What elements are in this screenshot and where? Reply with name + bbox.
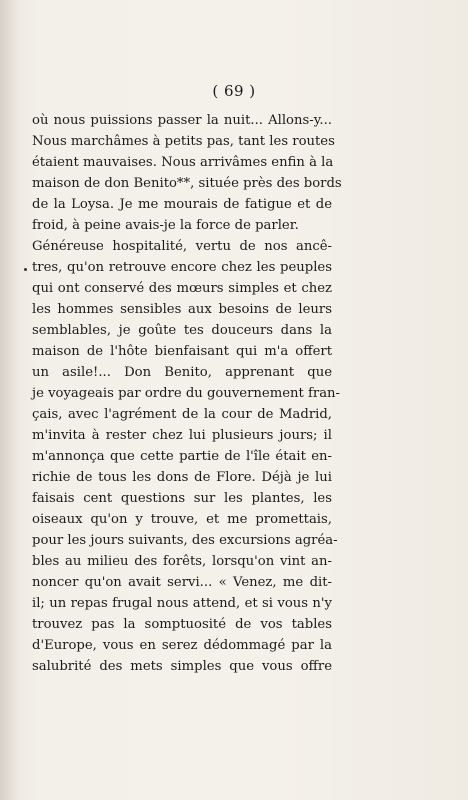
- text-line: pour les jours suivants, des excursions agréa-: [32, 533, 338, 548]
- text-line: oiseaux qu'on y trouve, et me promettais,: [32, 512, 332, 527]
- page-gutter-shadow: [0, 0, 18, 800]
- text-line: çais, avec l'agrément de la cour de Madrid,: [32, 407, 332, 422]
- text-line: maison de don Benito**, située près des bords: [32, 176, 342, 191]
- text-line: froid, à peine avais-je la force de parler.: [32, 218, 299, 233]
- text-line: où nous puissions passer la nuit... Allons-y...: [32, 113, 332, 128]
- page-number: ( 69 ): [212, 82, 256, 100]
- text-line: les hommes sensibles aux besoins de leurs: [32, 302, 332, 317]
- text-line: un asile!... Don Benito, apprenant que: [32, 365, 332, 380]
- text-line: salubrité des mets simples que vous offre: [32, 659, 332, 674]
- text-line: maison de l'hôte bienfaisant qui m'a offert: [32, 344, 332, 359]
- text-line: Nous marchâmes à petits pas, tant les routes: [32, 134, 335, 149]
- body-text: [32, 110, 342, 677]
- text-line: Généreuse hospitalité, vertu de nos ancê-: [32, 239, 332, 254]
- text-line: étaient mauvaises. Nous arrivâmes enfin à la: [32, 155, 334, 170]
- text-line: trouvez pas la somptuosité de vos tables: [32, 617, 332, 632]
- text-line: bles au milieu des forêts, lorsqu'on vint an-: [32, 554, 332, 569]
- text-line: d'Europe, vous en serez dédommagé par la: [32, 638, 332, 653]
- text-line: qui ont conservé des mœurs simples et chez: [32, 281, 332, 296]
- text-line: m'invita à rester chez lui plusieurs jours; il: [32, 428, 332, 443]
- text-line: richie de tous les dons de Flore. Déjà je lui: [32, 470, 332, 485]
- margin-mark: [24, 268, 27, 271]
- text-line: il; un repas frugal nous attend, et si vous n'y: [32, 596, 332, 611]
- text-line: de la Loysa. Je me mourais de fatigue et de: [32, 197, 332, 212]
- text-line: m'annonça que cette partie de l'île était en-: [32, 449, 332, 464]
- text-line: faisais cent questions sur les plantes, les: [32, 491, 332, 506]
- text-line: tres, qu'on retrouve encore chez les peuples: [32, 260, 332, 275]
- text-line: je voyageais par ordre du gouvernement fran-: [32, 386, 341, 401]
- text-line: semblables, je goûte tes douceurs dans la: [32, 323, 332, 338]
- text-line: noncer qu'on avait servi... « Venez, me dit-: [32, 575, 332, 590]
